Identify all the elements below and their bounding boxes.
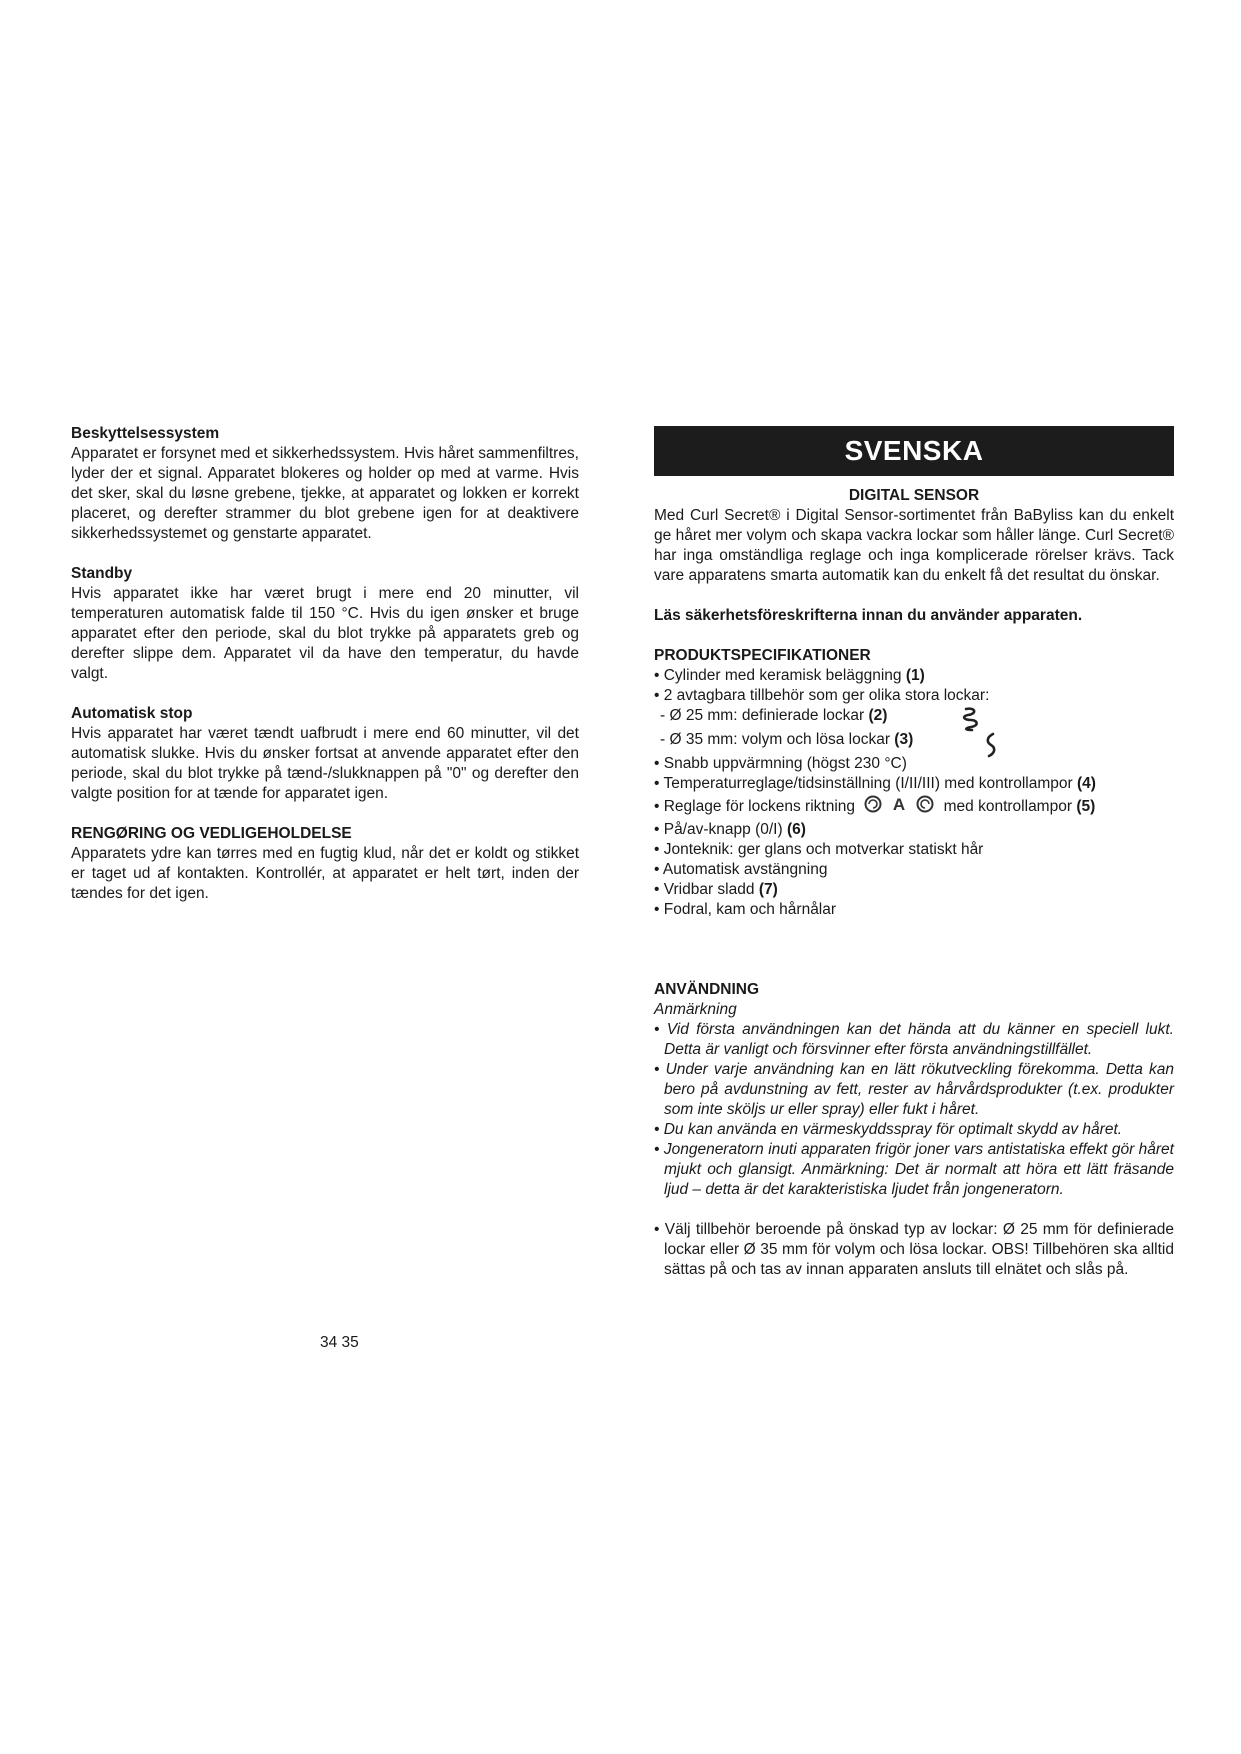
intro-text: Med Curl Secret® i Digital Sensor-sortimentet från BaByliss kan du enkelt ge håret mer volym och skapa vackra lockar som håller länge. Curl Secret® har inga omständliga reglage och inga komplicerade rörelser krävs. Tack vare apparatens smarta automatik kan du enkelt få det resultat du önskar. [654, 507, 1174, 584]
spec-item [654, 860, 1174, 880]
spec-text: • 2 avtagbara tillbehör som ger olika stora lockar: [654, 687, 990, 704]
standby-section [71, 564, 579, 684]
spec-item [654, 730, 1174, 754]
cleaning-heading: RENGØRING OG VEDLIGEHOLDELSE [71, 825, 352, 842]
spec-text: • Fodral, kam och hårnålar [654, 901, 837, 918]
spec-item [654, 794, 1174, 820]
spec-ref: (3) [894, 731, 914, 748]
spec-item [654, 666, 1174, 686]
spec-text: • Automatisk avstängning [654, 861, 828, 878]
spec-item [654, 774, 1174, 794]
spec-item [654, 706, 1174, 730]
spec-heading: PRODUKTSPECIFIKATIONER [654, 647, 871, 664]
usage-note: • Du kan använda en värmeskyddsspray för optimalt skydd av håret. [654, 1121, 1123, 1138]
spec-text: • Temperaturreglage/tidsinställning (I/II/III) med kontrollampor [654, 775, 1073, 792]
spec-text: • Snabb uppvärmning (högst 230 °C) [654, 755, 907, 772]
standby-heading: Standby [71, 565, 133, 582]
spec-text: med kontrollampor [943, 798, 1072, 816]
usage-heading: ANVÄNDNING [654, 981, 760, 998]
auto-letter: A [893, 795, 906, 814]
spec-text: - Ø 25 mm: definierade lockar [660, 707, 865, 724]
spec-section [654, 646, 1174, 920]
spec-list [654, 666, 1174, 920]
left-column [71, 424, 579, 924]
spec-text: • Reglage för lockens riktning [654, 798, 856, 816]
spec-ref: (1) [905, 667, 925, 684]
protection-section [71, 424, 579, 544]
spec-ref: (5) [1076, 798, 1096, 816]
protection-text: Apparatet er forsynet med et sikkerhedssystem. Hvis håret sammenfiltres, lyder der et signal. Apparatet blokeres og holder op med at varme. Hvis det sker, skal du løsne grebene, tjekke, at apparatet og lokken er korrekt placeret, og derefter strammer du blot grebene igen for at deaktivere sikkerhedssystemet og genstarte apparatet. [71, 445, 579, 542]
language-banner: SVENSKA [654, 426, 1174, 476]
standby-text: Hvis apparatet ikke har været brugt i mere end 20 minutter, vil temperaturen automatisk falde til 150 °C. Hvis du igen ønsker et bruge apparatet efter den periode, skal du blot trykke på apparatets greb og derefter slippe dem. Apparatet vil da have den temperatur, du havde valgt. [71, 585, 579, 682]
sensor-heading: DIGITAL SENSOR [848, 487, 980, 504]
usage-note: • Jongeneratorn inuti apparaten frigör joner vars antistatiska effekt gör håret mjukt och glansigt. Anmärkning: Det är normalt att höra ett lätt fräsande ljud – detta är det karakteristiska ljudet från jongeneratorn. [654, 1141, 1174, 1198]
spec-ref: (4) [1076, 775, 1096, 792]
cleaning-text: Apparatets ydre kan tørres med en fugtig klud, når det er koldt og stikket er taget ud af kontakten. Kontrollér, at apparatet er helt tørt, inden der tændes for det igen. [71, 845, 579, 902]
tight-curl-icon [962, 706, 980, 732]
autostop-text: Hvis apparatet har været tændt uafbrudt i mere end 60 minutter, vil det automatisk slukke. Hvis du ønsker fortsat at anvende apparatet efter den periode, skal du blot trykke på tænd-/slukknappen på "0" og derefter den valgte position for at tænde for apparatet igen. [71, 725, 579, 802]
spec-ref: (2) [868, 707, 888, 724]
spec-item [654, 820, 1174, 840]
spec-item [654, 754, 1174, 774]
safety-note: Läs säkerhetsföreskrifterna innan du använder apparaten. [654, 607, 1083, 624]
choose-accessory-text: • Välj tillbehör beroende på önskad typ av lockar: Ø 25 mm för definierade lockar eller Ø 35 mm för volym och lösa lockar. OBS! Tillbehören ska alltid sättas på och tas av innan apparaten ansluts till elnätet och slås på. [654, 1221, 1174, 1278]
usage-subheading: Anmärkning [654, 1001, 737, 1018]
usage-section [654, 980, 1174, 1200]
spec-item [654, 840, 1174, 860]
direction-control-icon [863, 794, 935, 814]
spec-text: • Jonteknik: ger glans och motverkar statiskt hår [654, 841, 984, 858]
spec-text: • Vridbar sladd [654, 881, 755, 898]
spec-item [654, 686, 1174, 706]
spec-ref: (6) [786, 821, 806, 838]
spec-text: • Cylinder med keramisk beläggning [654, 667, 902, 684]
right-column [654, 426, 1174, 1280]
spec-text: • På/av-knapp (0/I) [654, 821, 783, 838]
loose-curl-icon [984, 732, 998, 758]
spec-text: - Ø 35 mm: volym och lösa lockar [660, 731, 890, 748]
spec-item [654, 880, 1174, 900]
autostop-heading: Automatisk stop [71, 705, 193, 722]
autostop-section [71, 704, 579, 804]
cleaning-section [71, 824, 579, 904]
protection-heading: Beskyttelsessystem [71, 425, 220, 442]
spec-ref: (7) [758, 881, 778, 898]
spec-item [654, 900, 1174, 920]
usage-note: • Under varje användning kan en lätt rökutveckling förekomma. Detta kan bero på avdunstning av fett, rester av hårvårdsprodukter (t.ex. produkter som inte sköljs ur eller spray) eller fukt i håret. [654, 1061, 1174, 1118]
direction-icons [863, 794, 935, 820]
usage-note: • Vid första användningen kan det hända att du känner en speciell lukt. Detta är vanligt och försvinner efter första användningstillfället. [654, 1021, 1174, 1058]
page-number: 34 35 [320, 1334, 359, 1351]
